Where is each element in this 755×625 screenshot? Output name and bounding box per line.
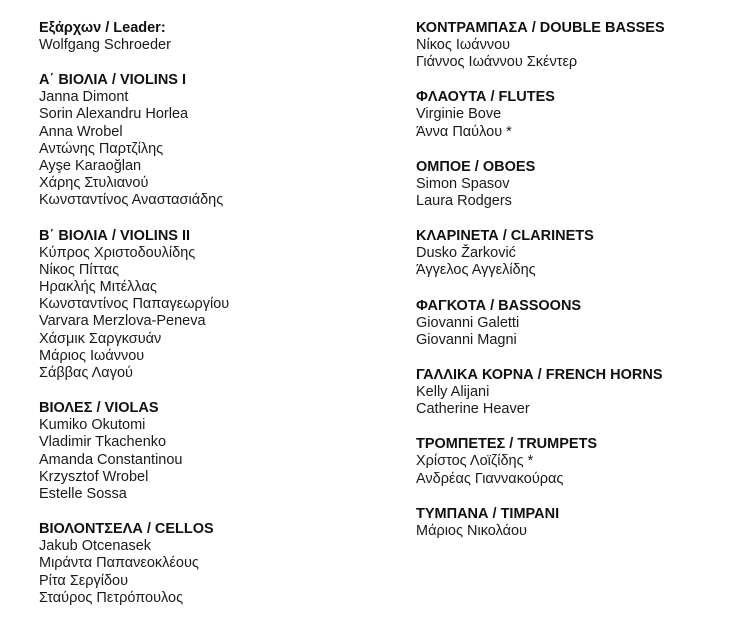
- section-violas: [39, 400, 379, 503]
- section-trumpets: [416, 436, 751, 487]
- member-name: Μάριος Νικολάου: [416, 522, 527, 539]
- member-name: Varvara Merzlova-Peneva: [39, 313, 206, 330]
- section-clarinets: [416, 228, 751, 279]
- member-name: Νίκος Πίττας: [39, 261, 120, 278]
- member-name: Ρίτα Σεργίδου: [39, 572, 129, 589]
- member-name: Γιάννος Ιωάννου Σκέντερ: [416, 54, 578, 71]
- member-name: Μιράντα Παπανεοκλέους: [39, 555, 199, 572]
- section-french-horns: [416, 367, 751, 418]
- roster-column-left: [39, 20, 379, 625]
- member-name: Wolfgang Schroeder: [39, 37, 171, 53]
- section-violins-ii: [39, 228, 379, 383]
- member-name: Jakub Otcenasek: [39, 538, 152, 555]
- member-name: Ανδρέας Γιαννακούρας: [416, 470, 564, 487]
- section-timpani: [416, 506, 751, 540]
- section-oboes: [416, 159, 751, 210]
- section-flutes: [416, 89, 751, 140]
- section-title-double-basses: ΚΟΝΤΡΑΜΠΑΣΑ / DOUBLE BASSES: [416, 20, 665, 36]
- roster-column-right: [416, 20, 751, 558]
- member-name: Χάρης Στυλιανού: [39, 175, 149, 192]
- member-name: Νίκος Ιωάννου: [416, 37, 511, 53]
- member-name: Κύπρος Χριστοδουλίδης: [39, 244, 196, 261]
- section-title-violas: ΒΙΟΛΕΣ / VIOLAS: [39, 400, 159, 417]
- section-title-bassoons: ΦΑΓΚΟΤΑ / BASSOONS: [416, 297, 582, 314]
- member-name: Janna Dimont: [39, 89, 129, 106]
- member-name: Giovanni Magni: [416, 331, 517, 348]
- member-name: Virginie Bove: [416, 106, 502, 123]
- section-title-clarinets: ΚΛΑΡΙΝΕΤΑ / CLARINETS: [416, 228, 594, 245]
- member-name: Kelly Alijani: [416, 384, 490, 401]
- member-name: Amanda Constantinou: [39, 451, 183, 468]
- member-name: Κωνσταντίνος Παπαγεωργίου: [39, 296, 230, 313]
- section-bassoons: [416, 298, 751, 349]
- member-name: Άγγελος Αγγελίδης: [416, 262, 536, 279]
- member-name: Κωνσταντίνος Αναστασιάδης: [39, 192, 224, 209]
- section-double-basses: [416, 20, 751, 71]
- section-title-trumpets: ΤΡΟΜΠΕΤΕΣ / TRUMPETS: [416, 436, 598, 453]
- section-title-timpani: ΤΥΜΠΑΝΑ / TIMPANI: [416, 505, 560, 522]
- member-name: Simon Spasov: [416, 175, 510, 192]
- section-title-cellos: ΒΙΟΛΟΝΤΣΕΛΑ / CELLOS: [39, 521, 214, 538]
- member-name: Dusko Žarković: [416, 245, 516, 262]
- member-name: Ayşe Karaoğlan: [39, 158, 142, 175]
- member-name: Ηρακλής Μιτέλλας: [39, 279, 157, 296]
- section-title-leader: Εξάρχων / Leader:: [39, 20, 166, 36]
- member-name: Χάσμικ Σαργκσυάν: [39, 330, 162, 347]
- section-title-violins-ii: Β΄ ΒΙΟΛΙΑ / VIOLINS II: [39, 227, 191, 244]
- member-name: Anna Wrobel: [39, 123, 123, 140]
- section-violins-i: [39, 72, 379, 209]
- member-name: Kumiko Okutomi: [39, 417, 146, 434]
- member-name: Krzysztof Wrobel: [39, 468, 149, 485]
- member-name: Άννα Παύλου *: [416, 123, 512, 140]
- section-title-oboes: ΟΜΠΟΕ / OBOES: [416, 158, 536, 175]
- member-name: Laura Rodgers: [416, 193, 512, 210]
- section-cellos: [39, 521, 379, 607]
- member-name: Αντώνης Παρτζίλης: [39, 140, 164, 157]
- member-name: Catherine Heaver: [416, 401, 530, 418]
- member-name: Estelle Sossa: [39, 486, 127, 503]
- member-name: Σταύρος Πετρόπουλος: [39, 589, 184, 606]
- section-title-violins-i: Α΄ ΒΙΟΛΙΑ / VIOLINS I: [39, 72, 187, 89]
- member-name: Σάββας Λαγού: [39, 365, 133, 382]
- member-name: Χρίστος Λοϊζίδης *: [416, 453, 534, 470]
- member-name: Μάριος Ιωάννου: [39, 347, 145, 364]
- member-name: Sorin Alexandru Horlea: [39, 106, 189, 123]
- section-title-french-horns: ΓΑΛΛΙΚΑ ΚΟΡΝΑ / FRENCH HORNS: [416, 367, 663, 384]
- section-title-flutes: ΦΛΑΟΥΤΑ / FLUTES: [416, 89, 555, 106]
- member-name: Giovanni Galetti: [416, 314, 520, 331]
- member-name: Vladimir Tkachenko: [39, 434, 167, 451]
- section-leader: [39, 20, 379, 54]
